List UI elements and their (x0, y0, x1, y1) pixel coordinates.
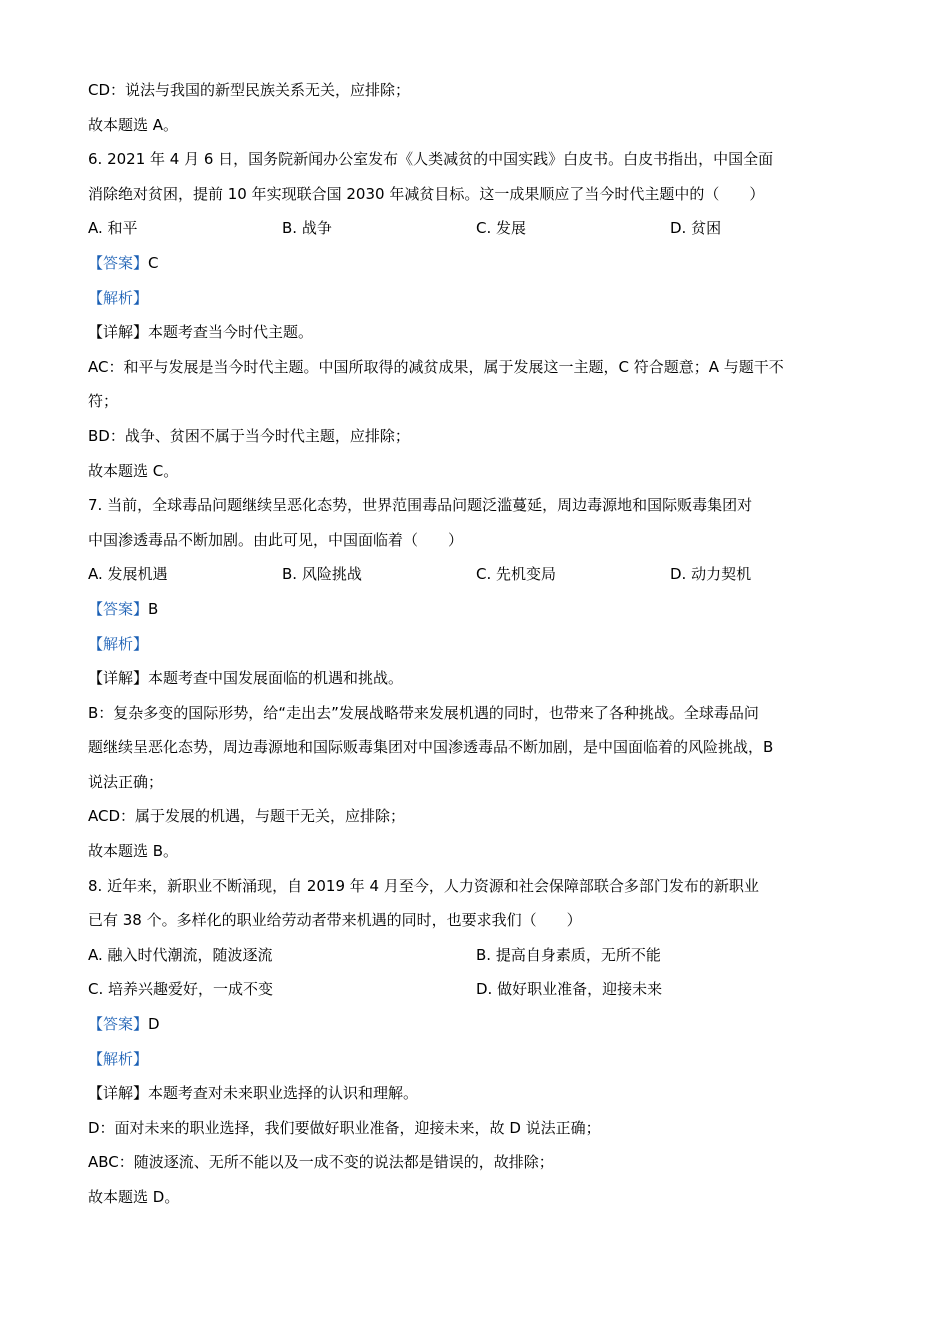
explanation-line: ACD：属于发展的机遇，与题干无关，应排除； (88, 807, 406, 826)
option-a: A. 发展机遇 (88, 565, 168, 584)
explanation-line: B：复杂多变的国际形势，给“走出去”发展战略带来发展机遇的同时，也带来了各种挑战。全球毒品问 (88, 703, 759, 722)
answer-value: D (148, 1015, 160, 1034)
option-d: D. 动力契机 (670, 565, 752, 584)
analysis-line (88, 632, 864, 667)
explanation-line: 题继续呈恶化态势，周边毒源地和国际贩毒集团对中国渗透毒品不断加剧，是中国面临着的风险挑战，B (88, 738, 774, 757)
conclusion-line: 故本题选 C。 (88, 461, 179, 480)
answer-label: 【答案】 (88, 253, 149, 272)
question-stem: 消除绝对贫困，提前 10 年实现联合国 2030 年减贫目标。这一成果顺应了当今时代主题中的（ ） (88, 184, 765, 203)
option-d: D. 贫困 (670, 219, 722, 238)
analysis-label: 【解析】 (88, 1049, 149, 1068)
option-c: C. 培养兴趣爱好，一成不变 (88, 980, 274, 999)
detail-line: 【详解】本题考查中国发展面临的机遇和挑战。 (88, 669, 404, 688)
option-d: D. 做好职业准备，迎接未来 (476, 980, 663, 999)
detail-line: 【详解】本题考查对未来职业选择的认识和理解。 (88, 1084, 419, 1103)
options-row (88, 216, 864, 251)
conclusion-line: 故本题选 B。 (88, 842, 179, 861)
question-stem: 6. 2021 年 4 月 6 日，国务院新闻办公室发布《人类减贫的中国实践》白皮书。白皮书指出，中国全面 (88, 150, 774, 169)
question-7 (88, 493, 864, 874)
answer-label: 【答案】 (88, 599, 149, 618)
option-a: A. 融入时代潮流，随波逐流 (88, 945, 273, 964)
explanation-line: BD：战争、贫困不属于当今时代主题，应排除； (88, 426, 410, 445)
option-a: A. 和平 (88, 219, 138, 238)
conclusion-line: 故本题选 A。 (88, 115, 179, 134)
explanation-line: 说法正确； (88, 772, 164, 791)
question-stem: 7. 当前，全球毒品问题继续呈恶化态势，世界范围毒品问题泛滥蔓延，周边毒源地和国际贩毒集团对 (88, 496, 753, 515)
answer-value: C (148, 253, 159, 272)
explanation-line: ABC：随波逐流、无所不能以及一成不变的说法都是错误的，故排除； (88, 1153, 554, 1172)
question-stem: 已有 38 个。多样化的职业给劳动者带来机遇的同时，也要求我们（ ） (88, 911, 582, 930)
question-8 (88, 874, 864, 1220)
options-row (88, 562, 864, 597)
option-c: C. 先机变局 (476, 565, 557, 584)
option-b: B. 提高自身素质，无所不能 (476, 945, 661, 964)
answer-line (88, 1012, 864, 1047)
options-row (88, 977, 864, 1012)
option-c: C. 发展 (476, 219, 527, 238)
option-b: B. 战争 (282, 219, 332, 238)
explanation-line: AC：和平与发展是当今时代主题。中国所取得的减贫成果，属于发展这一主题，C 符合题意；A 与题干不 (88, 357, 784, 376)
answer-value: B (148, 599, 159, 618)
answer-label: 【答案】 (88, 1015, 149, 1034)
options-row (88, 943, 864, 978)
question-stem: 8. 近年来，新职业不断涌现，自 2019 年 4 月至今，人力资源和社会保障部联合多部门发布的新职业 (88, 876, 759, 895)
explanation-line: D：面对未来的职业选择，我们要做好职业准备，迎接未来，故 D 说法正确； (88, 1118, 601, 1137)
answer-line (88, 251, 864, 286)
question-6 (88, 147, 864, 493)
explanation-line: CD：说法与我国的新型民族关系无关，应排除； (88, 81, 411, 99)
answer-line (88, 597, 864, 632)
analysis-line (88, 286, 864, 321)
analysis-label: 【解析】 (88, 288, 149, 307)
explanation-line: 符； (88, 392, 119, 411)
detail-line: 【详解】本题考查当今时代主题。 (88, 323, 314, 342)
conclusion-line: 故本题选 D。 (88, 1188, 180, 1206)
option-b: B. 风险挑战 (282, 565, 362, 584)
document-page (88, 78, 864, 1220)
analysis-line (88, 1047, 864, 1082)
question-stem: 中国渗透毒品不断加剧。由此可见，中国面临着（ ） (88, 530, 464, 549)
analysis-label: 【解析】 (88, 634, 149, 653)
